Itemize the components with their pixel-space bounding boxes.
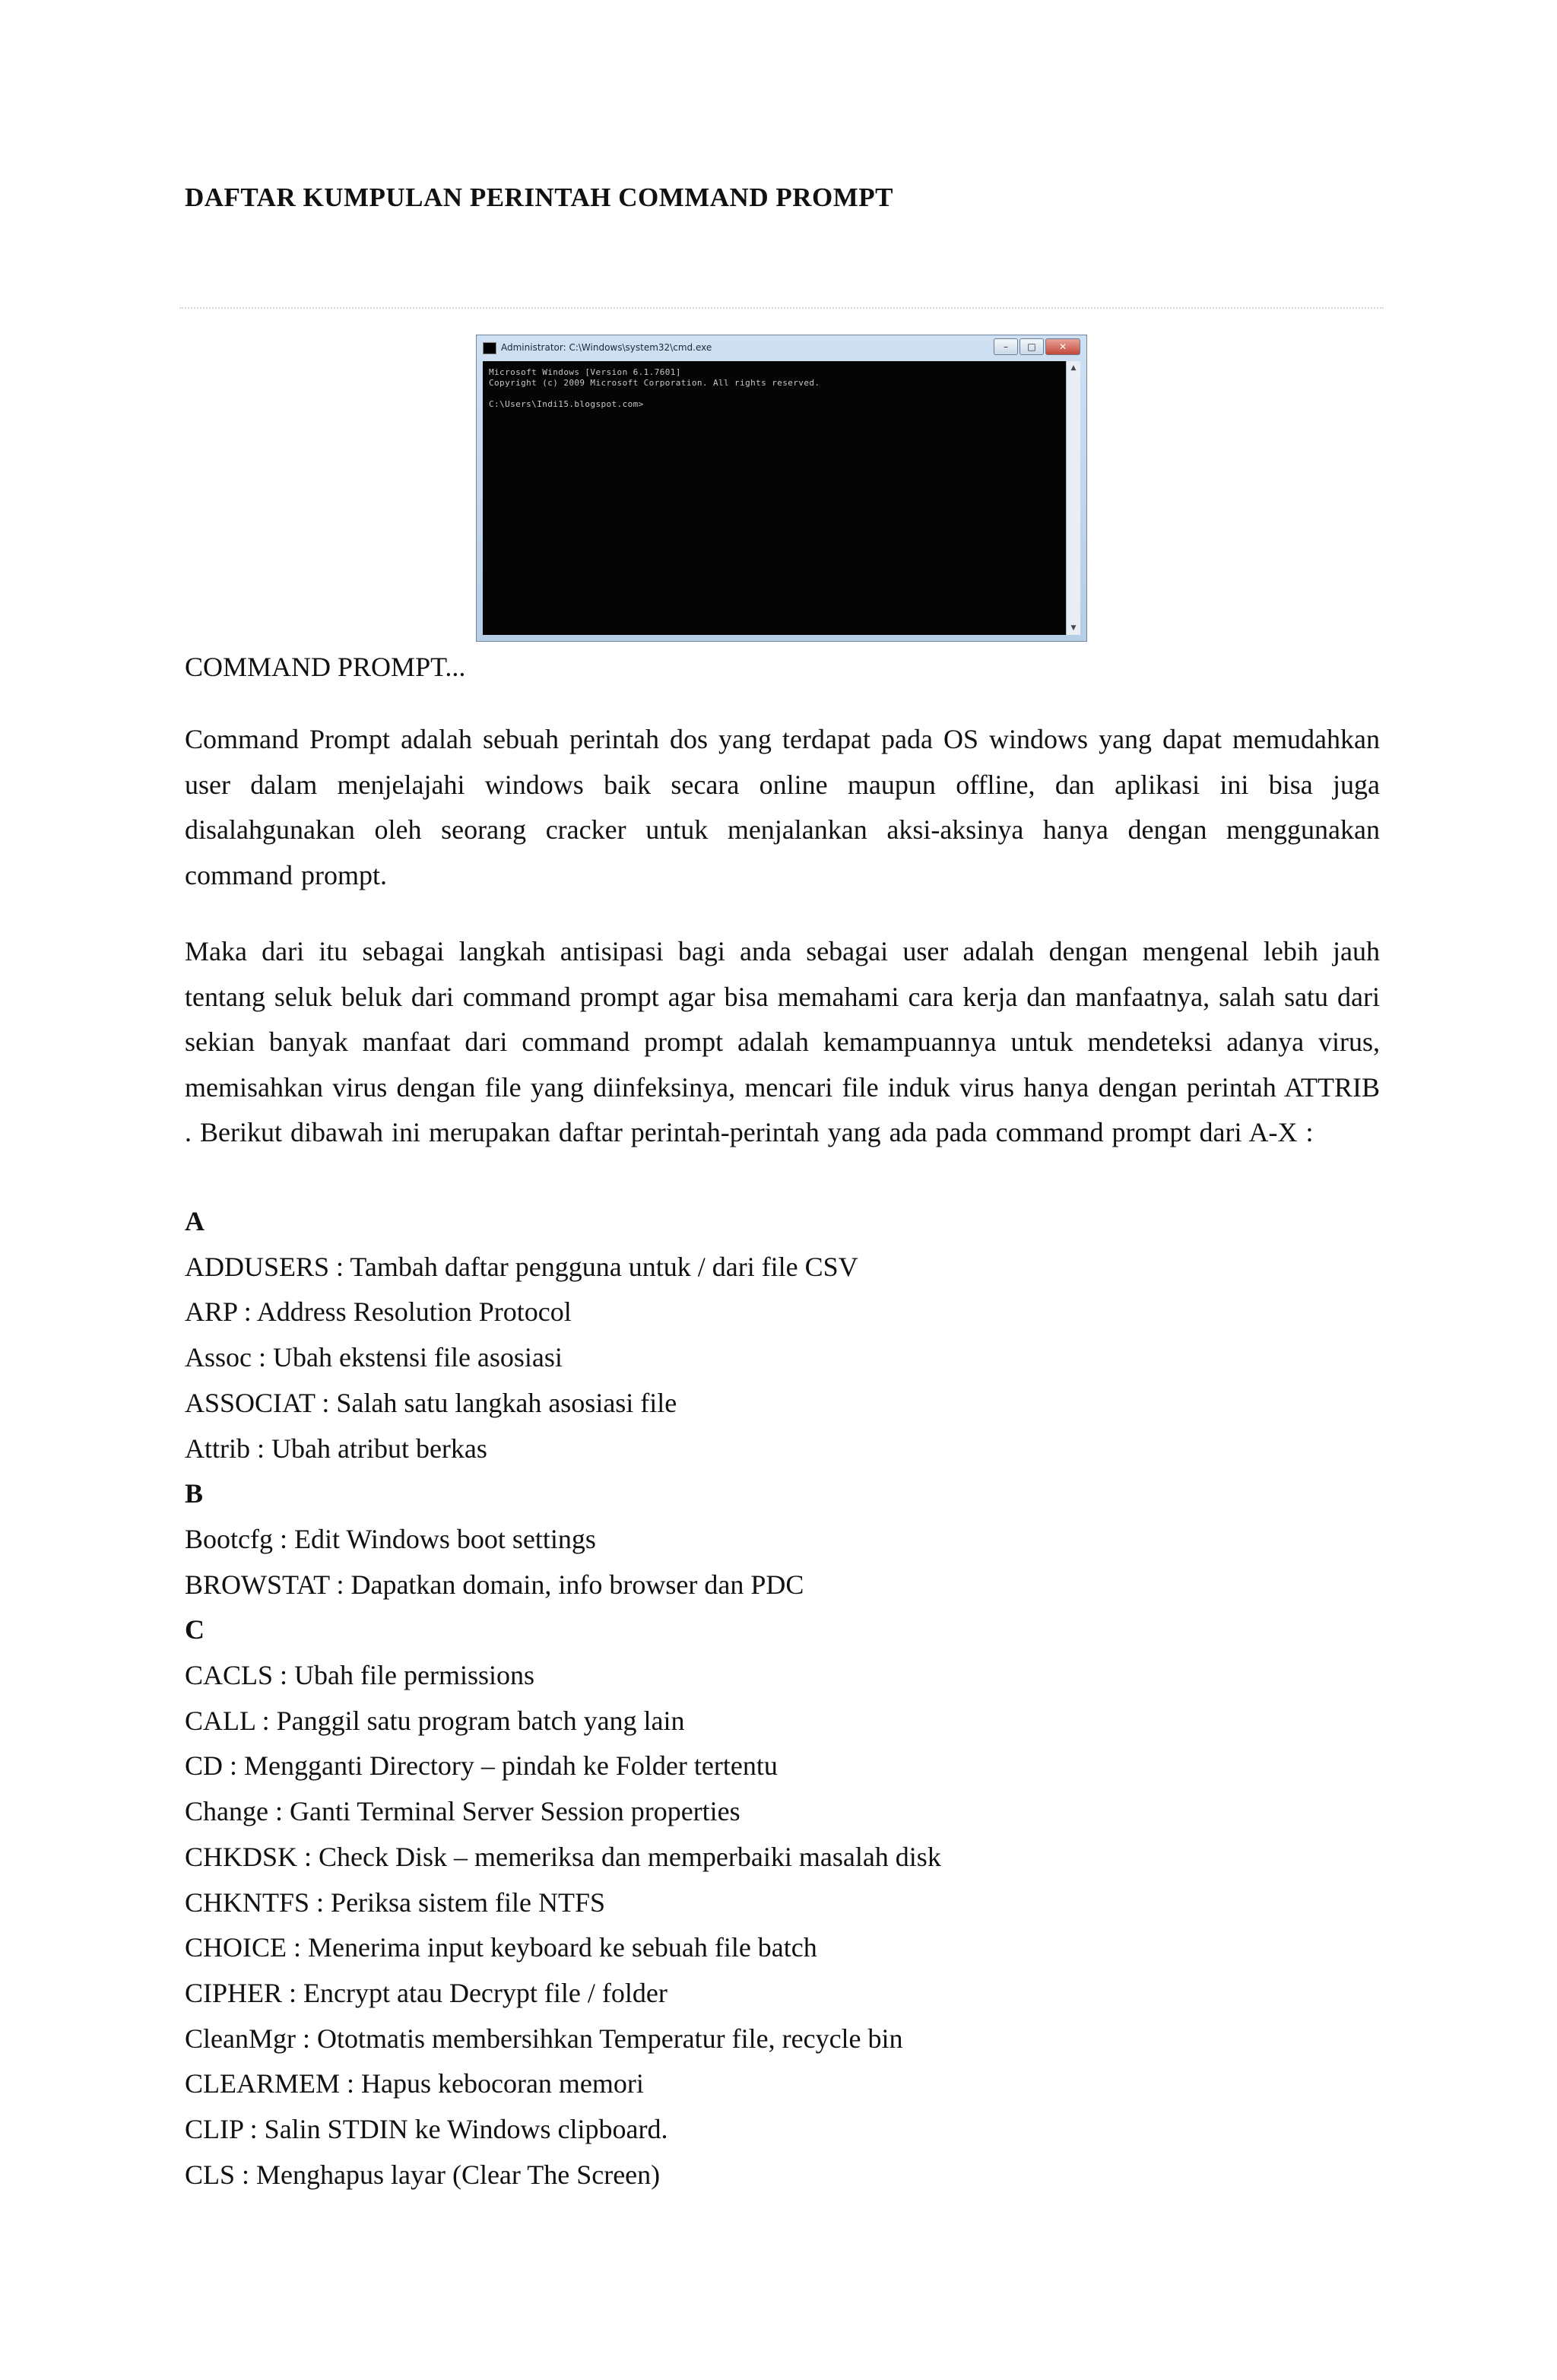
cmd-console <box>483 361 1067 635</box>
command-item: CLS : Menghapus layar (Clear The Screen) <box>185 2159 661 2190</box>
command-item: Bootcfg : Edit Windows boot settings <box>185 1523 596 1554</box>
section-letter: A <box>185 1206 205 1236</box>
command-item: CIPHER : Encrypt atau Decrypt file / folder <box>185 1977 668 2008</box>
scroll-up-icon: ▲ <box>1070 364 1077 372</box>
close-icon: ✕ <box>1045 338 1080 355</box>
command-item: CALL : Panggil satu program batch yang lain <box>185 1705 685 1736</box>
document-title: DAFTAR KUMPULAN PERINTAH COMMAND PROMPT <box>185 182 893 212</box>
command-item: CHKDSK : Check Disk – memeriksa dan memperbaiki masalah disk <box>185 1841 941 1872</box>
paragraph-explanation: Maka dari itu sebagai langkah antisipasi bagi anda sebagai user adalah dengan mengenal lebih jauh tentang seluk beluk dari command prompt agar bisa memahami cara kerja dan manfaatnya, salah satu dari sekian banyak manfaat dari command prompt adalah kemampuannya untuk mendeteksi adanya virus, memisahkan virus dengan file yang diinfeksinya, mencari file induk virus hanya dengan perintah ATTRIB . Berikut dibawah ini merupakan daftar perintah-perintah yang ada pada command prompt dari A-X : <box>185 936 1380 1147</box>
section-letter: C <box>185 1614 205 1645</box>
section-letter: B <box>185 1478 204 1509</box>
command-item: CHOICE : Menerima input keyboard ke sebuah file batch <box>185 1932 817 1963</box>
command-item: CACLS : Ubah file permissions <box>185 1660 534 1690</box>
command-item: CLEARMEM : Hapus kebocoran memori <box>185 2068 644 2099</box>
command-item: CD : Mengganti Directory – pindah ke Folder tertentu <box>185 1750 778 1782</box>
command-item: CHKNTFS : Periksa sistem file NTFS <box>185 1887 606 1918</box>
command-item: Attrib : Ubah atribut berkas <box>185 1433 487 1464</box>
command-item: CleanMgr : Ototmatis membersihkan Temperatur file, recycle bin <box>185 2023 903 2054</box>
cmd-app-icon <box>483 342 496 354</box>
command-item: ADDUSERS : Tambah daftar pengguna untuk / dari file CSV <box>185 1251 858 1282</box>
paragraph-intro: Command Prompt adalah sebuah perintah dos yang terdapat pada OS windows yang dapat memudahkan user dalam menjelajahi windows baik secara online maupun offline, dan aplikasi ini bisa juga disalahgunakan oleh seorang cracker untuk menjalankan aksi-aksinya hanya dengan menggunakan command prompt. <box>185 724 1380 890</box>
cmd-line: Microsoft Windows [Version 6.1.7601] <box>489 367 681 377</box>
scroll-down-icon: ▼ <box>1070 624 1077 632</box>
window-controls <box>994 338 1080 355</box>
divider <box>179 307 1384 309</box>
cmd-titlebar <box>477 335 1086 361</box>
cmd-scrollbar <box>1066 361 1080 635</box>
minimize-icon: – <box>994 338 1018 355</box>
image-caption: COMMAND PROMPT... <box>185 652 466 682</box>
maximize-icon: □ <box>1020 338 1044 355</box>
command-prompt-screenshot <box>476 335 1087 642</box>
cmd-window-title: Administrator: C:\Windows\system32\cmd.exe <box>501 342 712 353</box>
cmd-line: C:\Users\Indi15.blogspot.com> <box>489 399 644 409</box>
command-item: Assoc : Ubah ekstensi file asosiasi <box>185 1342 563 1373</box>
command-item: BROWSTAT : Dapatkan domain, info browser dan PDC <box>185 1569 804 1600</box>
command-item: Change : Ganti Terminal Server Session properties <box>185 1796 740 1827</box>
command-item: ARP : Address Resolution Protocol <box>185 1296 572 1328</box>
cmd-line: Copyright (c) 2009 Microsoft Corporation. All rights reserved. <box>489 378 820 388</box>
command-item: CLIP : Salin STDIN ke Windows clipboard. <box>185 2114 668 2144</box>
command-item: ASSOCIAT : Salah satu langkah asosiasi file <box>185 1387 677 1418</box>
